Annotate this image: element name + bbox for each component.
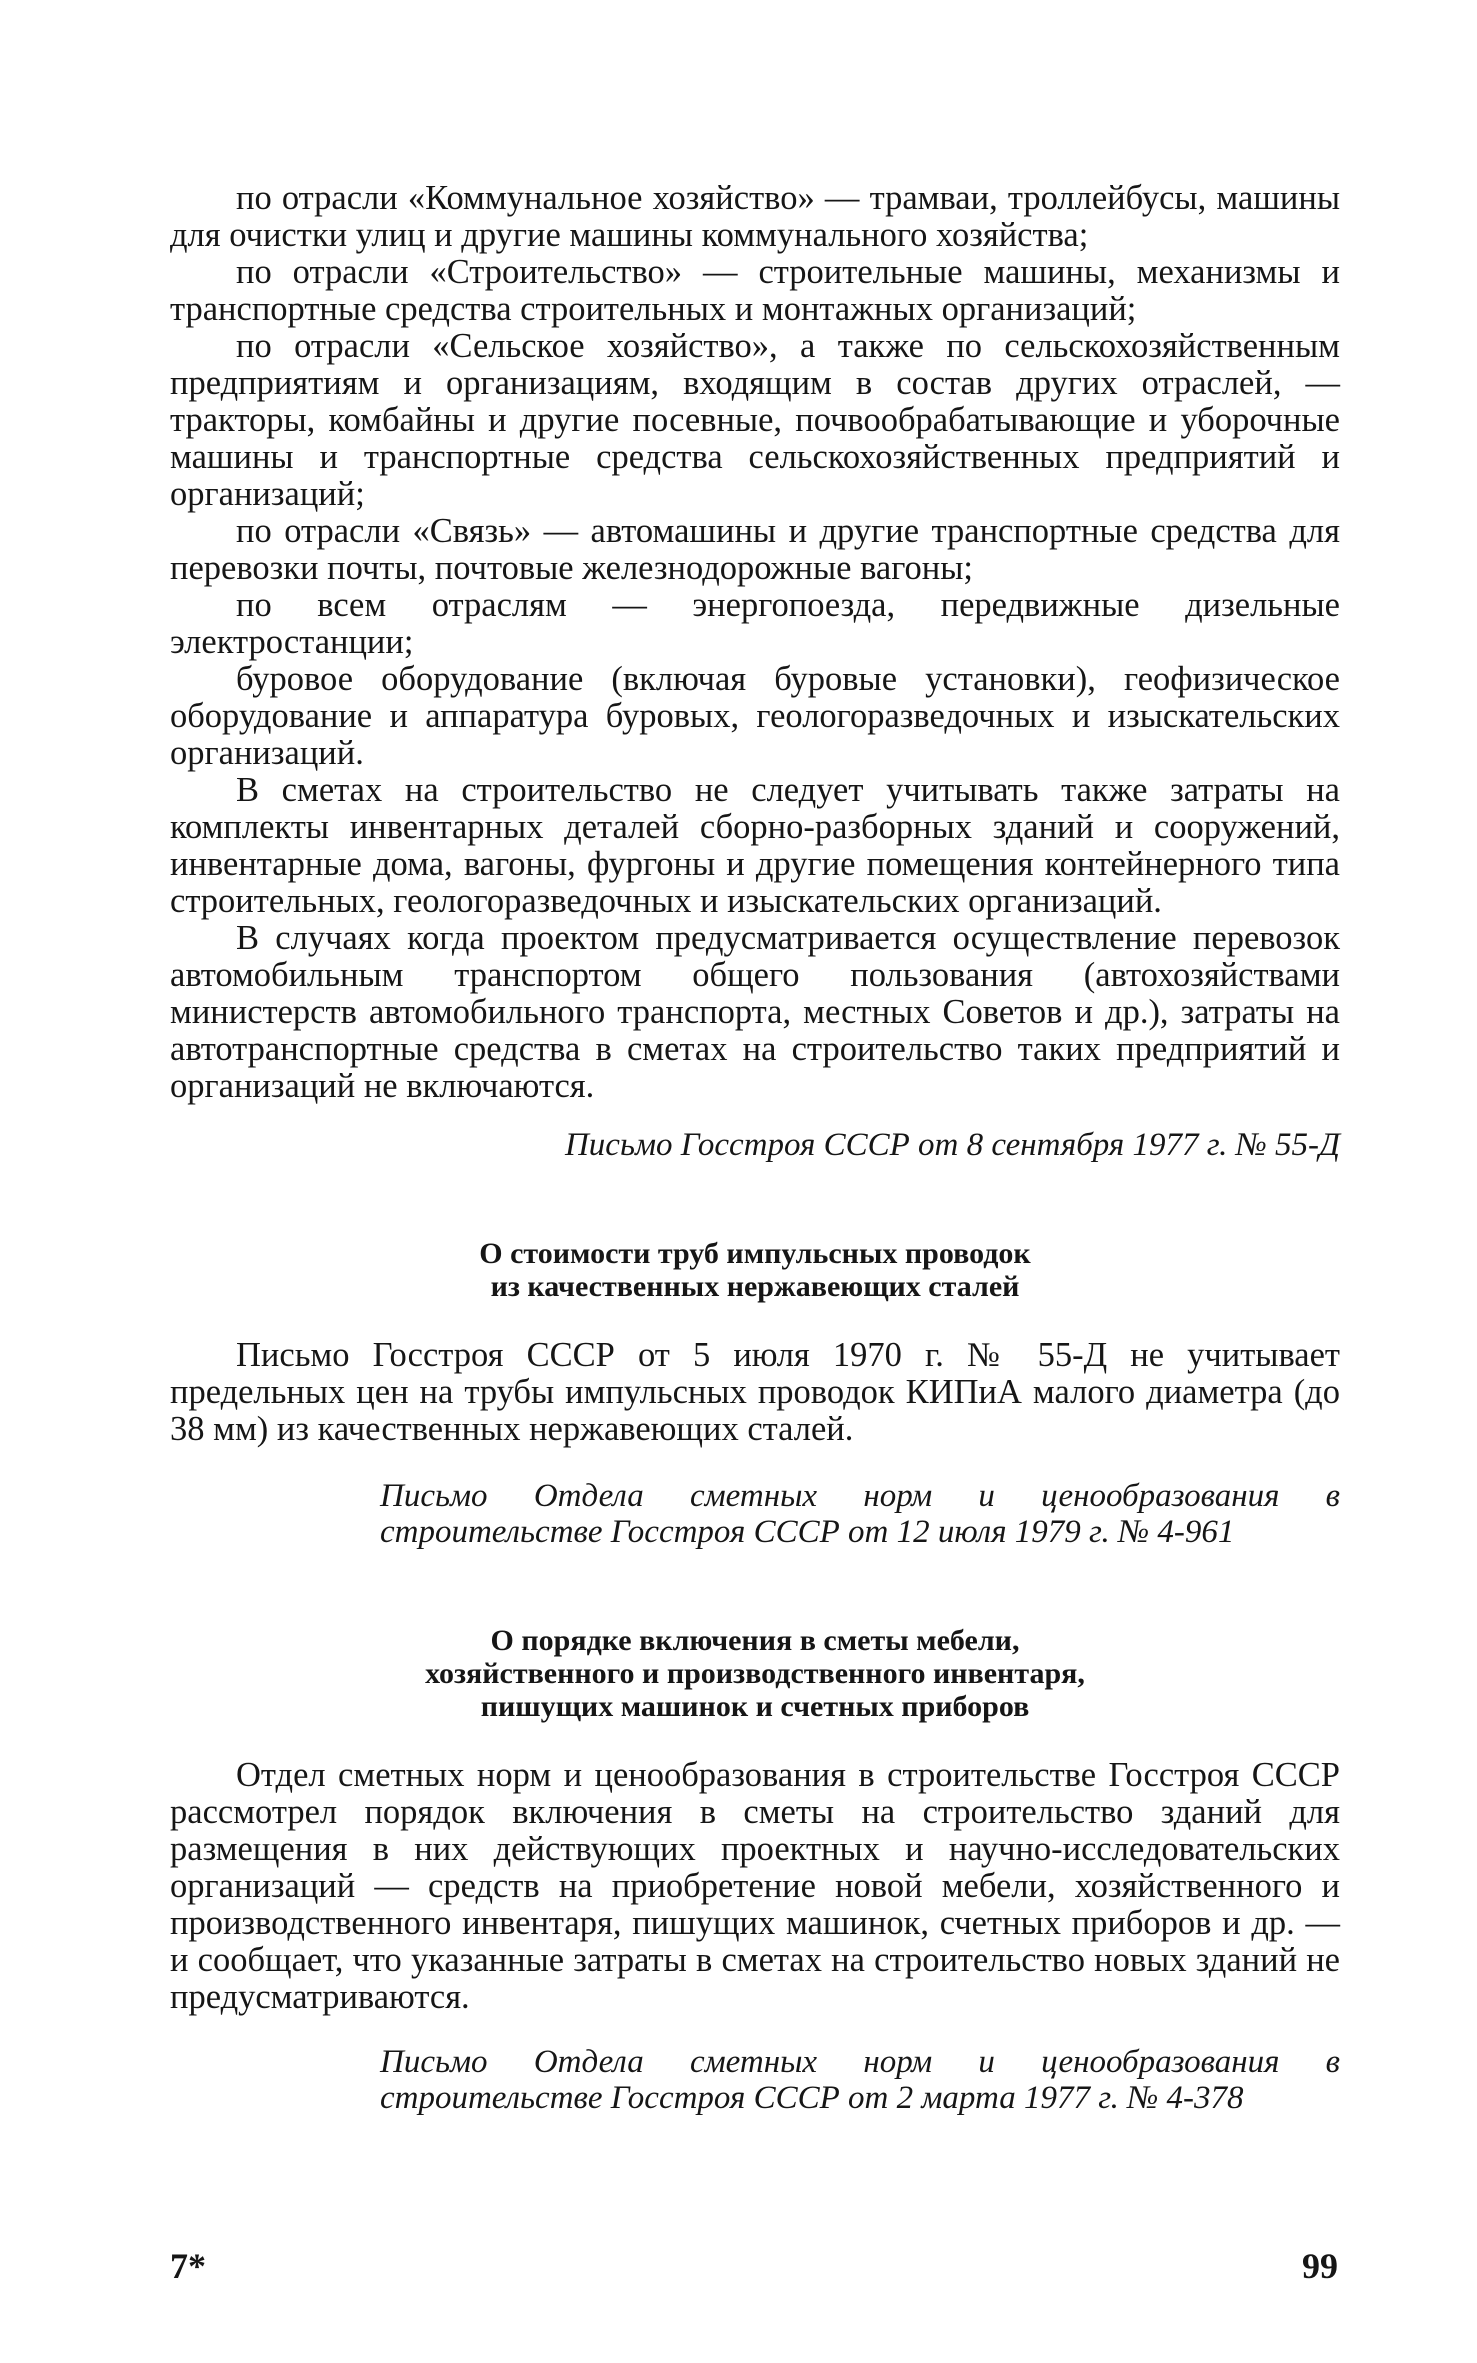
section-heading-furniture-line1: О порядке включения в сметы мебели, <box>490 1624 1020 1657</box>
paragraph-all-industries: по всем отраслям — энергопоезда, передвижные дизельные электростанции; <box>170 586 1340 661</box>
paragraph-communications: по отрасли «Связь» — автомашины и другие транспортные средства для перевозки почты, почтовые железнодорожные вагоны; <box>170 512 1340 587</box>
page-number: 99 <box>1302 2246 1338 2286</box>
paragraph-inventory-buildings: В сметах на строительство не следует учитывать также затраты на комплекты инвентарных деталей сборно-разборных зданий и сооружений, инвентарные дома, вагоны, фургоны и другие помещения контейнерного типа строительных, геологоразведочных и изыскательских организаций. <box>170 771 1340 920</box>
section-heading-pipes <box>170 1237 1340 1303</box>
section-heading-pipes-line1: О стоимости труб импульсных проводок <box>479 1237 1031 1270</box>
paragraph-pipes-body: Письмо Госстроя СССР от 5 июля 1970 г. № 55-Д не учитывает предельных цен на трубы импульсных проводок КИПиА малого диаметра (до 38 мм) из качественных нержавеющих сталей. <box>170 1336 1340 1448</box>
source-citation-1: Письмо Госстроя СССР от 8 сентября 1977 г. № 55-Д <box>564 1127 1340 1163</box>
source-citation-3: Письмо Отдела сметных норм и ценообразования в строительстве Госстроя СССР от 2 марта 1977 г. № 4-378 <box>380 2044 1340 2116</box>
paragraph-agriculture: по отрасли «Сельское хозяйство», а также по сельскохозяйственным предприятиям и организациям, входящим в состав других отраслей, — тракторы, комбайны и другие посевные, почвообрабатывающие и уборочные машины и транспортные средства сельскохозяйственных предприятий и организаций; <box>170 327 1340 513</box>
section-heading-furniture-line3: пишущих машинок и счетных приборов <box>480 1690 1030 1723</box>
section-heading-furniture-line2: хозяйственного и производственного инвентаря, <box>425 1657 1085 1690</box>
section-heading-pipes-line2: из качественных нержавеющих сталей <box>490 1270 1020 1303</box>
section-heading-furniture <box>170 1624 1340 1723</box>
paragraph-communal: по отрасли «Коммунальное хозяйство» — трамваи, троллейбусы, машины для очистки улиц и другие машины коммунального хозяйства; <box>170 179 1340 254</box>
source-citation-2: Письмо Отдела сметных норм и ценообразования в строительстве Госстроя СССР от 12 июля 1979 г. № 4-961 <box>380 1478 1340 1550</box>
document-page <box>170 180 1340 2116</box>
paragraph-drilling-equipment: буровое оборудование (включая буровые установки), геофизическое оборудование и аппаратура буровых, геологоразведочных и изыскательских организаций. <box>170 660 1340 772</box>
paragraph-public-transport: В случаях когда проектом предусматривается осуществление перевозок автомобильным транспортом общего пользования (автохозяйствами министерств автомобильного транспорта, местных Советов и др.), затраты на автотранспортные средства в сметах на строительство таких предприятий и организаций не включаются. <box>170 919 1340 1105</box>
paragraph-construction: по отрасли «Строительство» — строительные машины, механизмы и транспортные средства строительных и монтажных организаций; <box>170 253 1340 328</box>
paragraph-furniture-body: Отдел сметных норм и ценообразования в строительстве Госстроя СССР рассмотрел порядок включения в сметы на строительство зданий для размещения в них действующих проектных и научно-исследовательских организаций — средств на приобретение новой мебели, хозяйственного и производственного инвентаря, пишущих машинок, счетных приборов и др. — и сообщает, что указанные затраты в сметах на строительство новых зданий не предусматриваются. <box>170 1756 1340 2016</box>
signature-mark: 7* <box>170 2246 206 2286</box>
